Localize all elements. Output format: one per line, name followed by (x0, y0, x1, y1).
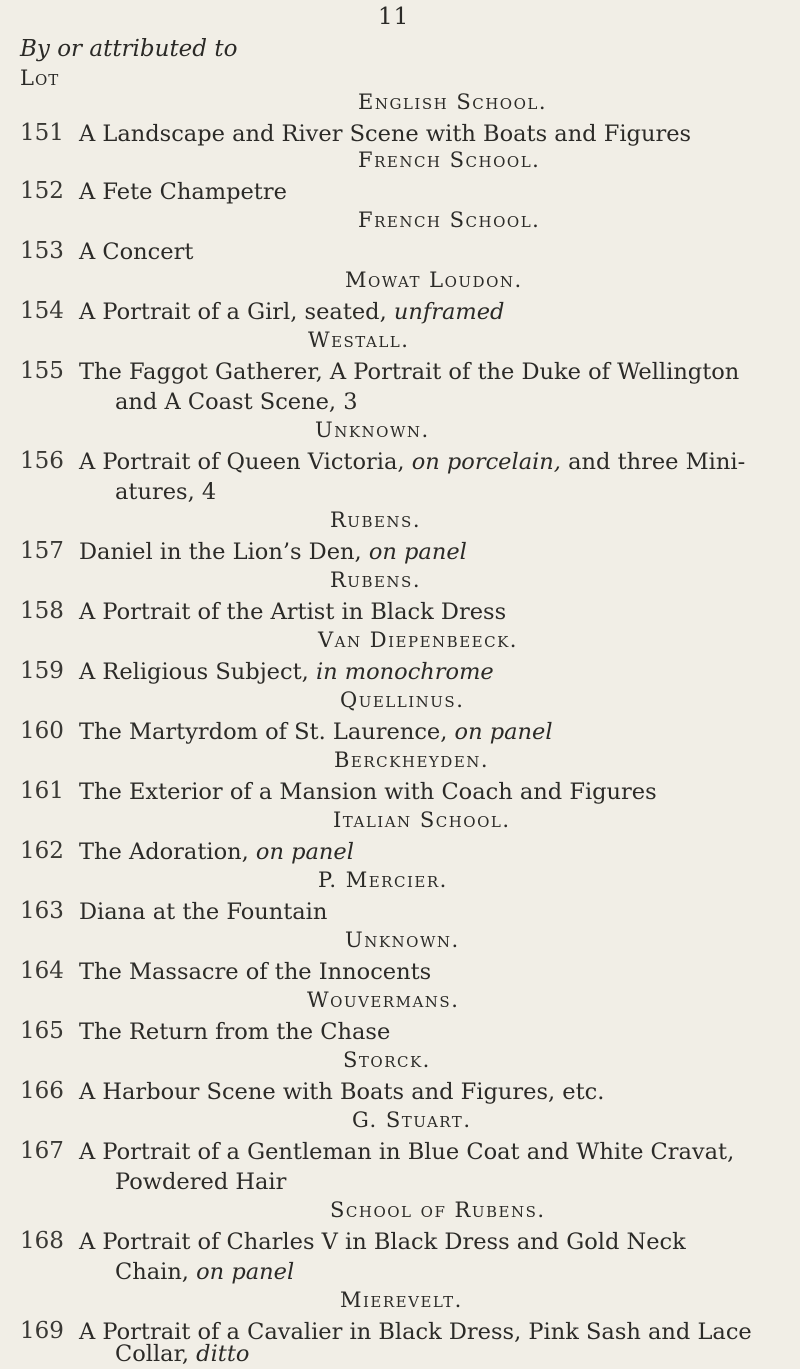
page-number: 11 (378, 4, 410, 30)
lot-number: 154 (20, 298, 64, 324)
lot-description: The Adoration, (79, 839, 249, 865)
attribution-165: Wouvermans. (307, 988, 460, 1012)
lot-note: on panel (454, 719, 553, 745)
lot-number: 165 (20, 1018, 64, 1044)
lot-number: 156 (20, 448, 64, 474)
attribution-156: Unknown. (315, 418, 430, 442)
lot-number: 153 (20, 238, 64, 264)
lot-description: The Exterior of a Mansion with Coach and Figures (79, 779, 657, 805)
lot-description: The Return from the Chase (79, 1019, 391, 1045)
lot-description: The Massacre of the Innocents (79, 959, 432, 985)
lot-number: 161 (20, 778, 64, 804)
lot-description: A Concert (79, 239, 194, 265)
lot-number: 155 (20, 358, 64, 384)
attribution-155: Westall. (308, 328, 410, 352)
lot-number: 169 (20, 1318, 64, 1344)
attribution-169: Mierevelt. (340, 1288, 463, 1312)
lot-description-cont: atures, 4 (115, 479, 217, 505)
lot-description: A Portrait of a Gentleman in Blue Coat and White Cravat, (79, 1139, 735, 1165)
lot-description: A Portrait of a Girl, seated, (79, 299, 387, 325)
attribution-160: Quellinus. (340, 688, 465, 712)
lot-note: on panel (196, 1259, 295, 1285)
lot-description: A Landscape and River Scene with Boats and Figures (79, 121, 692, 147)
lot-description: A Portrait of a Cavalier in Black Dress, Pink Sash and Lace (79, 1319, 752, 1345)
attribution-158: Rubens. (330, 568, 422, 592)
lot-number: 164 (20, 958, 64, 984)
lot-description: A Harbour Scene with Boats and Figures, etc. (79, 1079, 605, 1105)
page-header: By or attributed to (20, 36, 238, 62)
attribution-166: Storck. (343, 1048, 431, 1072)
lot-description: A Portrait of Queen Victoria, (79, 449, 405, 475)
lot-description: A Fete Champetre (79, 179, 287, 205)
lot-number: 168 (20, 1228, 64, 1254)
lot-number: 162 (20, 838, 64, 864)
lot-number: 160 (20, 718, 64, 744)
attribution-164: Unknown. (345, 928, 460, 952)
attribution-154: Mowat Loudon. (345, 268, 523, 292)
lot-description-cont: Collar, (115, 1341, 190, 1367)
attribution-162: Italian School. (333, 808, 511, 832)
attribution-167: G. Stuart. (352, 1108, 472, 1132)
lot-number: 163 (20, 898, 64, 924)
lot-number: 166 (20, 1078, 64, 1104)
lot-description: Diana at the Fountain (79, 899, 328, 925)
lot-note: unframed (393, 299, 505, 325)
lot-description: The Faggot Gatherer, A Portrait of the Duke of Wellington (79, 359, 740, 385)
lot-note: on panel (255, 839, 354, 865)
attribution-163: P. Mercier. (318, 868, 448, 892)
attribution-157: Rubens. (330, 508, 422, 532)
lot-number: 151 (20, 120, 64, 146)
attribution-159: Van Diepenbeeck. (318, 628, 518, 652)
lot-description: The Martyrdom of St. Laurence, (79, 719, 448, 745)
lot-description-cont: Powdered Hair (115, 1169, 287, 1195)
lot-number: 157 (20, 538, 64, 564)
attribution-151: English School. (358, 90, 548, 114)
attribution-161: Berckheyden. (334, 748, 490, 772)
attribution-168: School of Rubens. (330, 1198, 546, 1222)
lot-description-cont: Chain, (115, 1259, 189, 1285)
lot-number: 152 (20, 178, 64, 204)
lot-description: A Portrait of Charles V in Black Dress and Gold Neck (79, 1229, 686, 1255)
lot-note: in monochrome (315, 659, 494, 685)
lot-description-tail: and three Mini- (568, 449, 746, 475)
lot-column-heading: Lot (20, 66, 60, 90)
attribution-153: French School. (358, 208, 541, 232)
lot-number: 158 (20, 598, 64, 624)
lot-note: on panel (368, 539, 467, 565)
lot-number: 159 (20, 658, 64, 684)
attribution-152: French School. (358, 148, 541, 172)
lot-note: on porcelain, (411, 449, 561, 475)
lot-description: Daniel in the Lion’s Den, (79, 539, 362, 565)
lot-description-cont: and A Coast Scene, 3 (115, 389, 358, 415)
lot-number: 167 (20, 1138, 64, 1164)
lot-note: ditto (196, 1341, 250, 1367)
lot-description: A Portrait of the Artist in Black Dress (79, 599, 507, 625)
lot-description: A Religious Subject, (79, 659, 309, 685)
